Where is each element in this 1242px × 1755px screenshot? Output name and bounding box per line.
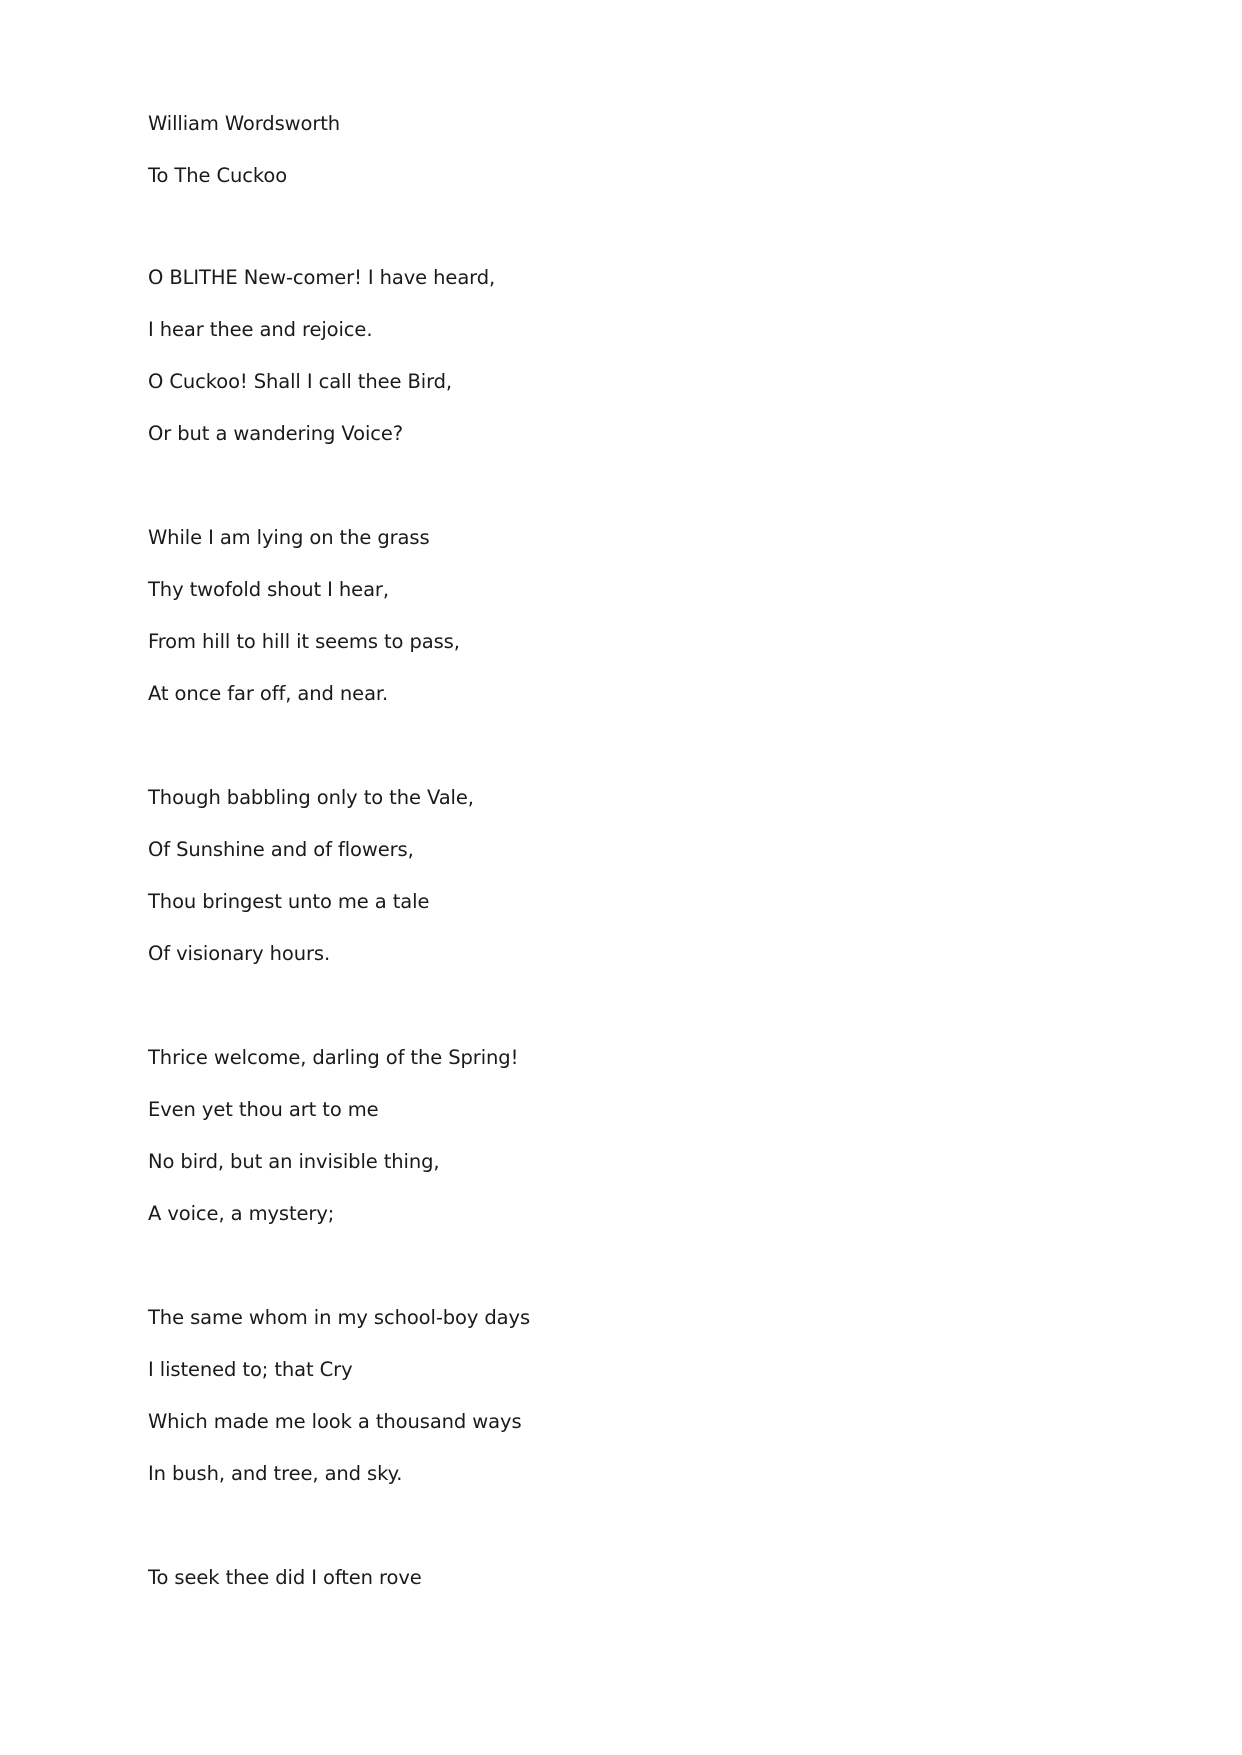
poem-line: From hill to hill it seems to pass,: [148, 630, 460, 653]
poem-line: I hear thee and rejoice.: [148, 318, 373, 341]
poem-line: Thrice welcome, darling of the Spring!: [148, 1046, 519, 1069]
poem-line: No bird, but an invisible thing,: [148, 1150, 440, 1173]
poem-line: O BLITHE New-comer! I have heard,: [148, 266, 496, 289]
poem-line: Though babbling only to the Vale,: [148, 786, 474, 809]
poem-line: O Cuckoo! Shall I call thee Bird,: [148, 370, 453, 393]
poem-line: At once far off, and near.: [148, 682, 389, 705]
poem-title: To The Cuckoo: [148, 164, 288, 187]
poem-line: To seek thee did I often rove: [148, 1566, 422, 1589]
poem-line: Thou bringest unto me a tale: [148, 890, 430, 913]
poem-line: A voice, a mystery;: [148, 1202, 335, 1225]
poem-line: I listened to; that Cry: [148, 1358, 353, 1381]
poem-line: Which made me look a thousand ways: [148, 1410, 522, 1433]
poem-line: While I am lying on the grass: [148, 526, 430, 549]
poem-line: The same whom in my school-boy days: [148, 1306, 531, 1329]
poem-line: Or but a wandering Voice?: [148, 422, 404, 445]
poem-line: In bush, and tree, and sky.: [148, 1462, 403, 1485]
poem-line: Even yet thou art to me: [148, 1098, 379, 1121]
poem-line: Of Sunshine and of flowers,: [148, 838, 414, 861]
poem-author: William Wordsworth: [148, 112, 341, 135]
poem-line: Thy twofold shout I hear,: [148, 578, 389, 601]
poem-line: Of visionary hours.: [148, 942, 331, 965]
